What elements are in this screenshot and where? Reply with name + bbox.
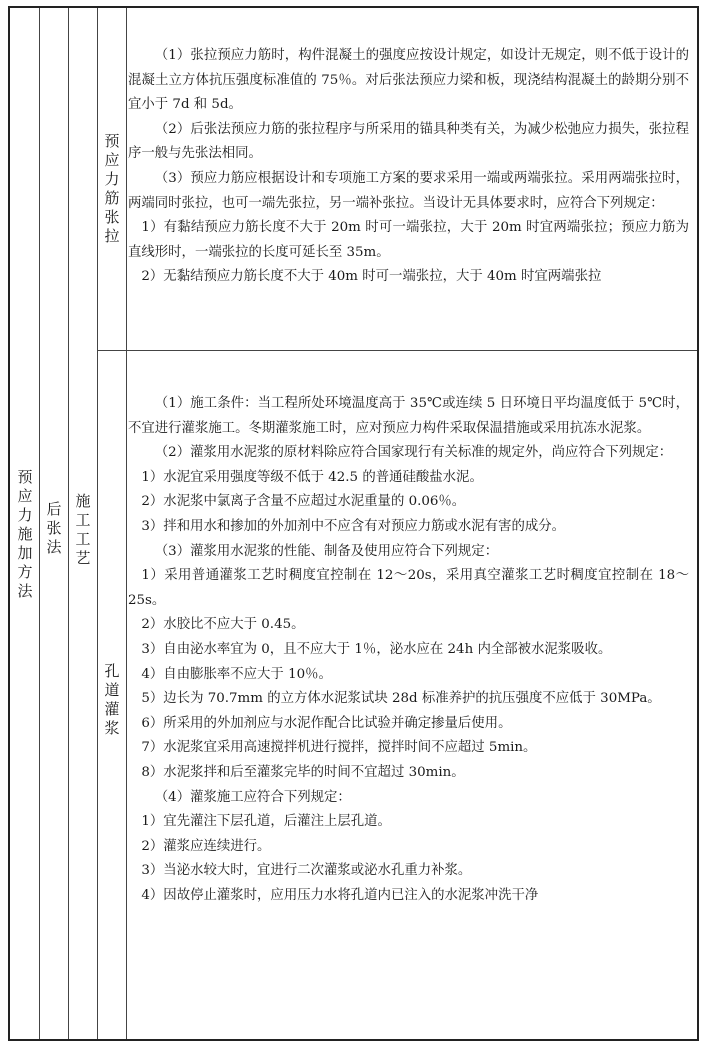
paragraph: （1）张拉预应力筋时，构件混凝土的强度应按设计规定，如设计无规定，则不低于设计的混凝土立方体抗压强度标准值的 75％。对后张法预应力梁和板，现浇结构混凝土的龄期分别不宜小于 7d 和 5d。 <box>128 48 689 113</box>
column-divider <box>39 8 40 1039</box>
paragraph: 3）当泌水较大时，宜进行二次灌浆或泌水孔重力补浆。 <box>141 863 472 879</box>
paragraph: 2）无黏结预应力筋长度不大于 40m 时可一端张拉，大于 40m 时宜两端张拉 <box>141 269 602 285</box>
paragraph: 2）水胶比不应大于 0.45。 <box>141 617 305 633</box>
paragraph: 4）自由膨胀率不应大于 10％。 <box>141 666 332 682</box>
paragraph: 1）有黏结预应力筋长度不大于 20m 时可一端张拉，大于 20m 时宜两端张拉；预应力筋为直线形时，一端张拉的长度可延长至 35m。 <box>128 220 689 260</box>
paragraph: （3）灌浆用水泥浆的性能、制备及使用应符合下列规定： <box>154 543 499 559</box>
paragraph: 8）水泥浆拌和后至灌浆完毕的时间不宜超过 30min。 <box>141 764 465 780</box>
column-divider <box>126 8 127 1039</box>
paragraph: （2）灌浆用水泥浆的原材料除应符合国家现行有关标准的规定外，尚应符合下列规定： <box>154 445 673 461</box>
paragraph: 2）水泥浆中氯离子含量不应超过水泥重量的 0.06％。 <box>141 494 466 510</box>
paragraph: 7）水泥浆宜采用高速搅拌机进行搅拌，搅拌时间不应超过 5min。 <box>141 740 537 756</box>
paragraph: （1）施工条件：当工程所处环境温度高于 35℃或连续 5 日环境日平均温度低于 5℃时，不宜进行灌浆施工。冬期灌浆施工时，应对预应力构件采取保温措施或采用抗冻水泥浆。 <box>128 396 689 436</box>
post-tension-label: 后张法 <box>46 500 62 556</box>
paragraph: （3）预应力筋应根据设计和专项施工方案的要求采用一端或两端张拉。采用两端张拉时，两端同时张拉，也可一端先张拉，另一端补张拉。当设计无具体要求时，应符合下列规定： <box>128 170 689 211</box>
column-divider <box>97 8 98 1039</box>
grouting-label: 孔道灌浆 <box>104 662 120 737</box>
column-divider <box>68 8 69 1039</box>
paragraph: （2）后张法预应力筋的张拉程序与所采用的锚具种类有关，为减少松弛应力损失，张拉程序一般与先张法相同。 <box>128 121 689 162</box>
paragraph: 5）边长为 70.7mm 的立方体水泥浆试块 28d 标准养护的抗压强度不应低于 30MPa。 <box>141 691 661 707</box>
spec-table <box>8 6 699 1041</box>
row-divider <box>97 350 697 351</box>
method-label: 预应力施加方法 <box>17 468 33 600</box>
paragraph: 6）所采用的外加剂应与水泥作配合比试验并确定掺量后使用。 <box>141 715 512 731</box>
paragraph: 2）灌浆应连续进行。 <box>141 838 271 854</box>
paragraph: 1）宜先灌注下层孔道，后灌注上层孔道。 <box>141 814 391 830</box>
paragraph: 4）因故停止灌浆时，应用压力水将孔道内已注入的水泥浆冲洗干净 <box>141 887 539 903</box>
paragraph: 1）采用普通灌浆工艺时稠度宜控制在 12～20s，采用真空灌浆工艺时稠度宜控制在 18～25s。 <box>128 568 689 608</box>
tensioning-content <box>128 44 689 290</box>
tensioning-label: 预应力筋张拉 <box>104 132 120 245</box>
grouting-content <box>128 392 689 908</box>
paragraph: （4）灌浆施工应符合下列规定： <box>154 789 351 805</box>
paragraph: 3）拌和用水和掺加的外加剂中不应含有对预应力筋或水泥有害的成分。 <box>141 518 566 534</box>
process-label: 施工工艺 <box>75 492 91 567</box>
paragraph: 1）水泥宜采用强度等级不低于 42.5 的普通硅酸盐水泥。 <box>141 469 483 485</box>
paragraph: 3）自由泌水率宜为 0，且不应大于 1％，泌水应在 24h 内全部被水泥浆吸收。 <box>141 641 612 657</box>
